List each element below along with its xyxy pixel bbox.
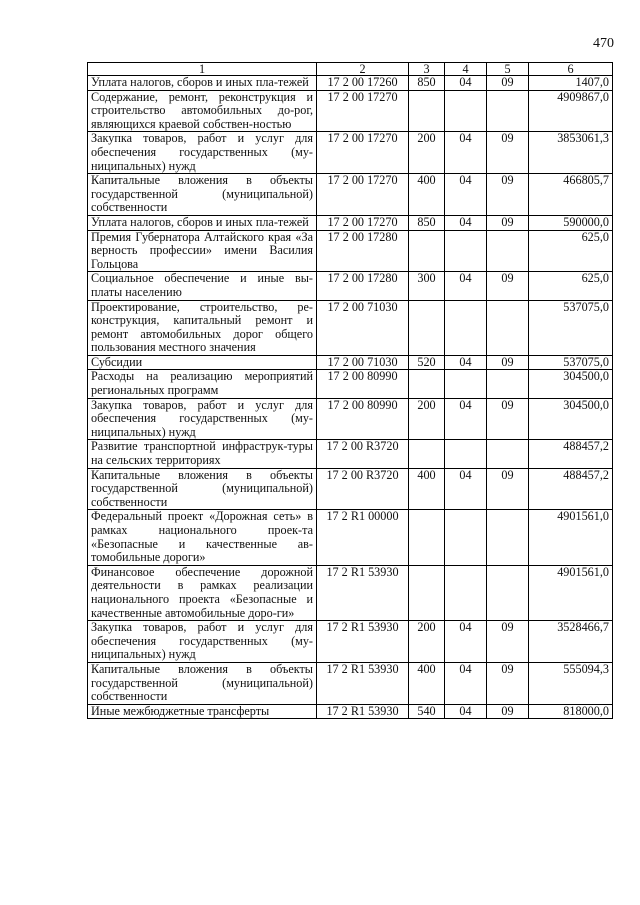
expense-type-cell: 300: [409, 272, 445, 300]
subsection-cell: [487, 510, 529, 565]
subsection-cell: 09: [487, 621, 529, 663]
target-code-cell: 17 2 00 17270: [317, 90, 409, 132]
amount-cell: 537075,0: [529, 355, 613, 370]
section-cell: 04: [445, 132, 487, 174]
target-code-cell: 17 2 R1 53930: [317, 662, 409, 704]
subsection-cell: [487, 90, 529, 132]
column-header: 5: [487, 63, 529, 76]
expense-name-cell: Закупка товаров, работ и услуг для обеспечения государственных (му-ниципальных) нужд: [88, 621, 317, 663]
target-code-cell: 17 2 00 17270: [317, 132, 409, 174]
expense-type-cell: [409, 300, 445, 355]
table-row: [88, 621, 613, 663]
target-code-cell: 17 2 R1 00000: [317, 510, 409, 565]
amount-cell: 1407,0: [529, 76, 613, 91]
amount-cell: 4901561,0: [529, 510, 613, 565]
target-code-cell: 17 2 00 80990: [317, 370, 409, 398]
column-header: 4: [445, 63, 487, 76]
section-cell: [445, 90, 487, 132]
amount-cell: 625,0: [529, 230, 613, 272]
expense-type-cell: 200: [409, 398, 445, 440]
expense-type-cell: 200: [409, 621, 445, 663]
expense-type-cell: 520: [409, 355, 445, 370]
subsection-cell: [487, 230, 529, 272]
subsection-cell: 09: [487, 355, 529, 370]
expense-type-cell: 850: [409, 76, 445, 91]
expense-type-cell: [409, 230, 445, 272]
section-cell: [445, 300, 487, 355]
subsection-cell: [487, 370, 529, 398]
table-row: [88, 230, 613, 272]
table-row: [88, 398, 613, 440]
amount-cell: 466805,7: [529, 174, 613, 216]
expense-name-cell: Социальное обеспечение и иные вы-платы населению: [88, 272, 317, 300]
table-row: [88, 90, 613, 132]
subsection-cell: 09: [487, 398, 529, 440]
table-row: [88, 370, 613, 398]
expense-name-cell: Проектирование, строительство, ре-конструкция, капитальный ремонт и ремонт автомобильных дорог общего пользования местного значения: [88, 300, 317, 355]
section-cell: [445, 565, 487, 620]
subsection-cell: [487, 440, 529, 468]
subsection-cell: [487, 565, 529, 620]
amount-cell: 304500,0: [529, 370, 613, 398]
section-cell: 04: [445, 662, 487, 704]
amount-cell: 488457,2: [529, 440, 613, 468]
amount-cell: 3853061,3: [529, 132, 613, 174]
table-row: [88, 272, 613, 300]
expense-type-cell: [409, 370, 445, 398]
amount-cell: 590000,0: [529, 215, 613, 230]
section-cell: 04: [445, 398, 487, 440]
subsection-cell: 09: [487, 662, 529, 704]
header-row: [88, 63, 613, 76]
expense-name-cell: Расходы на реализацию мероприятий региональных программ: [88, 370, 317, 398]
expense-name-cell: Закупка товаров, работ и услуг для обеспечения государственных (му-ниципальных) нужд: [88, 132, 317, 174]
amount-cell: 4901561,0: [529, 565, 613, 620]
expense-name-cell: Капитальные вложения в объекты государственной (муниципальной) собственности: [88, 468, 317, 510]
table-row: [88, 704, 613, 719]
subsection-cell: [487, 300, 529, 355]
budget-table: [87, 62, 613, 719]
expense-type-cell: [409, 510, 445, 565]
target-code-cell: 17 2 00 17270: [317, 174, 409, 216]
section-cell: [445, 440, 487, 468]
expense-name-cell: Финансовое обеспечение дорожной деятельности в рамках реализации национального проекта «Безопасные и качественные автомобильные доро-ги»: [88, 565, 317, 620]
amount-cell: 3528466,7: [529, 621, 613, 663]
table-row: [88, 565, 613, 620]
expense-name-cell: Уплата налогов, сборов и иных пла-тежей: [88, 76, 317, 91]
page-number: 470: [593, 36, 614, 51]
amount-cell: 4909867,0: [529, 90, 613, 132]
expense-name-cell: Закупка товаров, работ и услуг для обеспечения государственных (му-ниципальных) нужд: [88, 398, 317, 440]
target-code-cell: 17 2 00 17280: [317, 230, 409, 272]
column-header: 3: [409, 63, 445, 76]
amount-cell: 555094,3: [529, 662, 613, 704]
target-code-cell: 17 2 R1 53930: [317, 621, 409, 663]
expense-type-cell: 400: [409, 662, 445, 704]
expense-type-cell: [409, 565, 445, 620]
table-row: [88, 215, 613, 230]
target-code-cell: 17 2 00 R3720: [317, 440, 409, 468]
section-cell: 04: [445, 468, 487, 510]
expense-type-cell: [409, 90, 445, 132]
expense-type-cell: [409, 440, 445, 468]
table-row: [88, 132, 613, 174]
target-code-cell: 17 2 00 17260: [317, 76, 409, 91]
section-cell: 04: [445, 355, 487, 370]
section-cell: 04: [445, 174, 487, 216]
target-code-cell: 17 2 00 71030: [317, 300, 409, 355]
section-cell: 04: [445, 621, 487, 663]
section-cell: [445, 370, 487, 398]
target-code-cell: 17 2 00 17270: [317, 215, 409, 230]
section-cell: 04: [445, 215, 487, 230]
amount-cell: 625,0: [529, 272, 613, 300]
table-row: [88, 440, 613, 468]
expense-name-cell: Премия Губернатора Алтайского края «За верность профессии» имени Василия Гольцова: [88, 230, 317, 272]
expense-name-cell: Содержание, ремонт, реконструкция и строительство автомобильных до-рог, являющихся краевой собствен-ностью: [88, 90, 317, 132]
expense-name-cell: Развитие транспортной инфраструк-туры на сельских территориях: [88, 440, 317, 468]
table-row: [88, 355, 613, 370]
subsection-cell: 09: [487, 132, 529, 174]
table-row: [88, 662, 613, 704]
table-row: [88, 76, 613, 91]
target-code-cell: 17 2 00 80990: [317, 398, 409, 440]
table-row: [88, 174, 613, 216]
expense-name-cell: Уплата налогов, сборов и иных пла-тежей: [88, 215, 317, 230]
section-cell: 04: [445, 272, 487, 300]
table-row: [88, 300, 613, 355]
amount-cell: 304500,0: [529, 398, 613, 440]
amount-cell: 488457,2: [529, 468, 613, 510]
column-header: 2: [317, 63, 409, 76]
section-cell: 04: [445, 76, 487, 91]
subsection-cell: 09: [487, 704, 529, 719]
subsection-cell: 09: [487, 174, 529, 216]
expense-type-cell: 540: [409, 704, 445, 719]
target-code-cell: 17 2 R1 53930: [317, 704, 409, 719]
column-header: 6: [529, 63, 613, 76]
expense-type-cell: 200: [409, 132, 445, 174]
column-header: 1: [88, 63, 317, 76]
expense-name-cell: Капитальные вложения в объекты государственной (муниципальной) собственности: [88, 662, 317, 704]
subsection-cell: 09: [487, 468, 529, 510]
table-row: [88, 468, 613, 510]
target-code-cell: 17 2 R1 53930: [317, 565, 409, 620]
expense-type-cell: 400: [409, 174, 445, 216]
expense-name-cell: Субсидии: [88, 355, 317, 370]
target-code-cell: 17 2 00 17280: [317, 272, 409, 300]
expense-type-cell: 400: [409, 468, 445, 510]
table-row: [88, 510, 613, 565]
subsection-cell: 09: [487, 76, 529, 91]
expense-name-cell: Иные межбюджетные трансферты: [88, 704, 317, 719]
section-cell: [445, 510, 487, 565]
section-cell: [445, 230, 487, 272]
amount-cell: 537075,0: [529, 300, 613, 355]
section-cell: 04: [445, 704, 487, 719]
target-code-cell: 17 2 00 71030: [317, 355, 409, 370]
amount-cell: 818000,0: [529, 704, 613, 719]
expense-name-cell: Капитальные вложения в объекты государственной (муниципальной) собственности: [88, 174, 317, 216]
expense-name-cell: Федеральный проект «Дорожная сеть» в рамках национального проек-та «Безопасные и качественные ав-томобильные дороги»: [88, 510, 317, 565]
subsection-cell: 09: [487, 272, 529, 300]
expense-type-cell: 850: [409, 215, 445, 230]
table-body: [88, 76, 613, 719]
target-code-cell: 17 2 00 R3720: [317, 468, 409, 510]
subsection-cell: 09: [487, 215, 529, 230]
